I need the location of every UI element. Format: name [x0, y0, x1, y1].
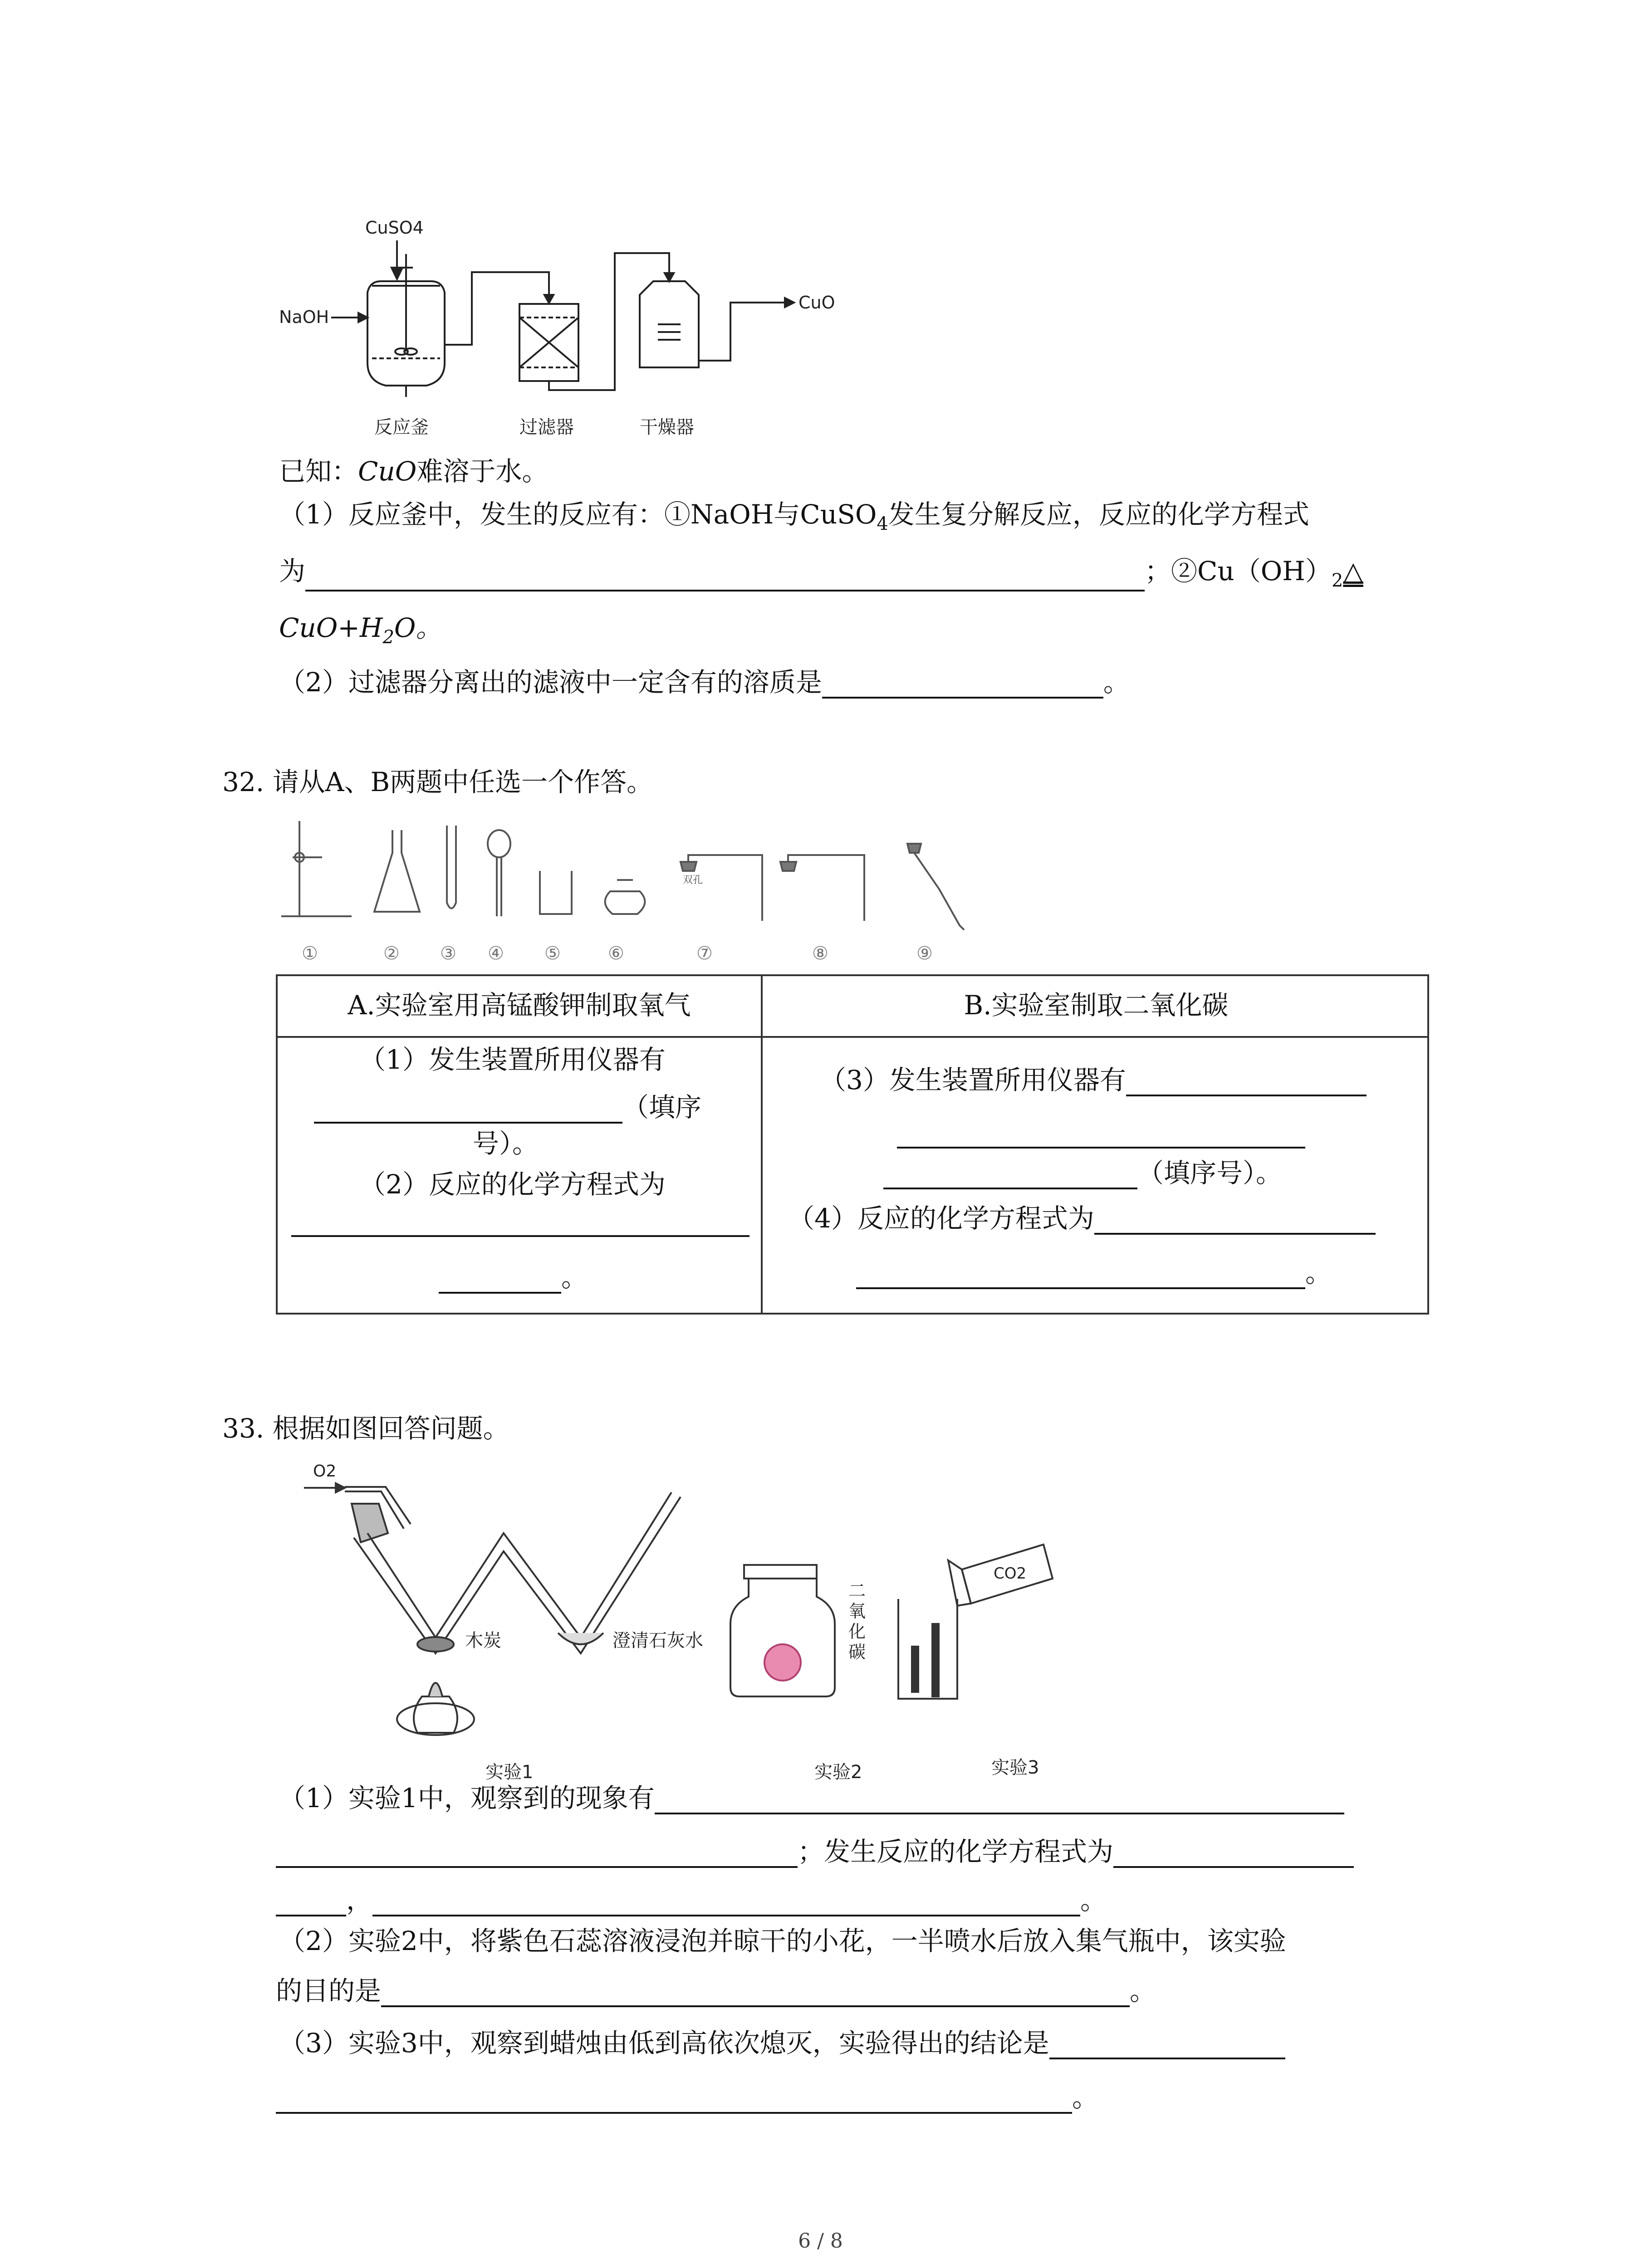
- q31-part2: （2）过滤器分离出的滤液中一定含有的溶质是 。: [279, 667, 1130, 698]
- b3-line: （3）发生装置所用仪器有: [820, 1065, 1367, 1096]
- q33-part1-line2: ；发生反应的化学方程式为: [276, 1836, 1354, 1868]
- charcoal-label: 木炭: [465, 1630, 501, 1651]
- apparatus-number: ①: [302, 943, 318, 964]
- known-fact: 已知：CuO难溶于水。: [279, 456, 549, 487]
- answer-blank[interactable]: [439, 1266, 561, 1294]
- a2-line: [291, 1205, 749, 1237]
- hole-label: 双孔: [683, 875, 703, 886]
- answer-blank[interactable]: [1113, 1840, 1354, 1868]
- dryer-label: 干燥器: [640, 417, 694, 438]
- q33-stem: 33. 根据如图回答问题。: [222, 1413, 509, 1444]
- q33-part3: （3）实验3中，观察到蜡烛由低到高依次熄灭，实验得出的结论是: [279, 2028, 1285, 2059]
- b3-line3: （填序号）。: [883, 1158, 1282, 1189]
- co2-vertical-char: 二: [848, 1581, 866, 1601]
- apparatus-number: ⑨: [916, 943, 933, 964]
- q31-part1-line3: $CuO+H_2O$。: [279, 612, 442, 648]
- a1-line: （填序: [314, 1092, 701, 1124]
- exp1-label: 实验1: [485, 1762, 534, 1783]
- answer-blank[interactable]: [305, 563, 1145, 591]
- a1-text: （1）发生装置所用仪器有: [359, 1044, 666, 1075]
- q33-part2-line1: （2）实验2中，将紫色石蕊溶液浸泡并晾干的小花，一半喷水后放入集气瓶中，该实验: [279, 1926, 1286, 1956]
- answer-blank[interactable]: [276, 2086, 1072, 2114]
- q31-part1-line2: 为 ；$②Cu(OH)_2\triangle$: [279, 556, 1363, 591]
- answer-blank[interactable]: [856, 1261, 1305, 1289]
- q33-experiments-diagram: [272, 1442, 1157, 1787]
- b4-line: （4）反应的化学方程式为: [788, 1203, 1376, 1235]
- cuo-process-diagram: [272, 213, 907, 458]
- answer-blank[interactable]: [655, 1786, 1344, 1814]
- a2-end-line: 。: [439, 1262, 588, 1294]
- q32-stem: 32. 请从A、B两题中任选一个作答。: [222, 767, 653, 797]
- apparatus-number: ②: [383, 943, 400, 964]
- answer-blank[interactable]: [372, 1888, 1080, 1916]
- answer-blank[interactable]: [883, 1161, 1137, 1189]
- apparatus-row: [272, 812, 998, 971]
- answer-blank[interactable]: [1126, 1068, 1367, 1096]
- q33-part1-line3: ， 。: [276, 1885, 1107, 1916]
- naoh-label: NaOH: [279, 307, 329, 327]
- answer-blank[interactable]: [314, 1095, 622, 1124]
- answer-blank[interactable]: [1049, 2031, 1285, 2059]
- q33-part2-line2: 的目的是 。: [276, 1975, 1156, 2006]
- q32-table: [276, 974, 1429, 1315]
- exp3-label: 实验3: [991, 1757, 1039, 1778]
- apparatus-number: ④: [488, 943, 504, 964]
- answer-blank[interactable]: [897, 1120, 1305, 1149]
- o2-label: O2: [313, 1462, 337, 1481]
- b3-line2: [897, 1117, 1305, 1149]
- apparatus-number: ⑧: [812, 943, 828, 964]
- answer-blank[interactable]: [381, 1979, 1130, 2007]
- answer-blank[interactable]: [1094, 1207, 1376, 1235]
- cuso4-label: CuSO4: [365, 218, 424, 238]
- co2-vertical-char: 化: [848, 1622, 866, 1642]
- answer-blank[interactable]: [276, 1840, 798, 1868]
- apparatus-number: ③: [440, 943, 456, 964]
- reactor-label: 反应釜: [374, 417, 429, 438]
- answer-blank[interactable]: [291, 1209, 749, 1237]
- a2-text: （2）反应的化学方程式为: [359, 1169, 666, 1200]
- delta-symbol: △: [1343, 556, 1363, 587]
- exp2-label: 实验2: [814, 1762, 862, 1783]
- page-number: 6 / 8: [798, 2229, 843, 2253]
- q31-part1-line1: （1）反应釜中，发生的反应有：①NaOH与CuSO$_4$发生复分解反应，反应的化学方程式: [279, 499, 1309, 534]
- co2-vertical-char: 碳: [848, 1642, 866, 1662]
- co2-vertical-char: 氧: [848, 1601, 866, 1621]
- apparatus-number: ⑤: [544, 943, 561, 964]
- limewater-label: 澄清石灰水: [612, 1630, 703, 1651]
- apparatus-number: ⑥: [608, 943, 624, 964]
- q33-part3-line2: 。: [276, 2082, 1098, 2114]
- a1-end: 号）。: [473, 1128, 539, 1159]
- answer-blank[interactable]: [276, 1888, 346, 1916]
- co2-bottle-label: CO2: [994, 1564, 1027, 1583]
- q33-part1-line1: （1）实验1中，观察到的现象有: [279, 1783, 1344, 1814]
- b4-end-line: 。: [856, 1257, 1332, 1289]
- apparatus-number: ⑦: [696, 943, 713, 964]
- cuo-label: CuO: [798, 293, 835, 313]
- table-head-b: B.实验室制取二氧化碳: [964, 990, 1229, 1021]
- answer-blank[interactable]: [822, 670, 1103, 699]
- table-head-a: A.实验室用高锰酸钾制取氧气: [348, 990, 691, 1021]
- filter-label: 过滤器: [519, 417, 574, 438]
